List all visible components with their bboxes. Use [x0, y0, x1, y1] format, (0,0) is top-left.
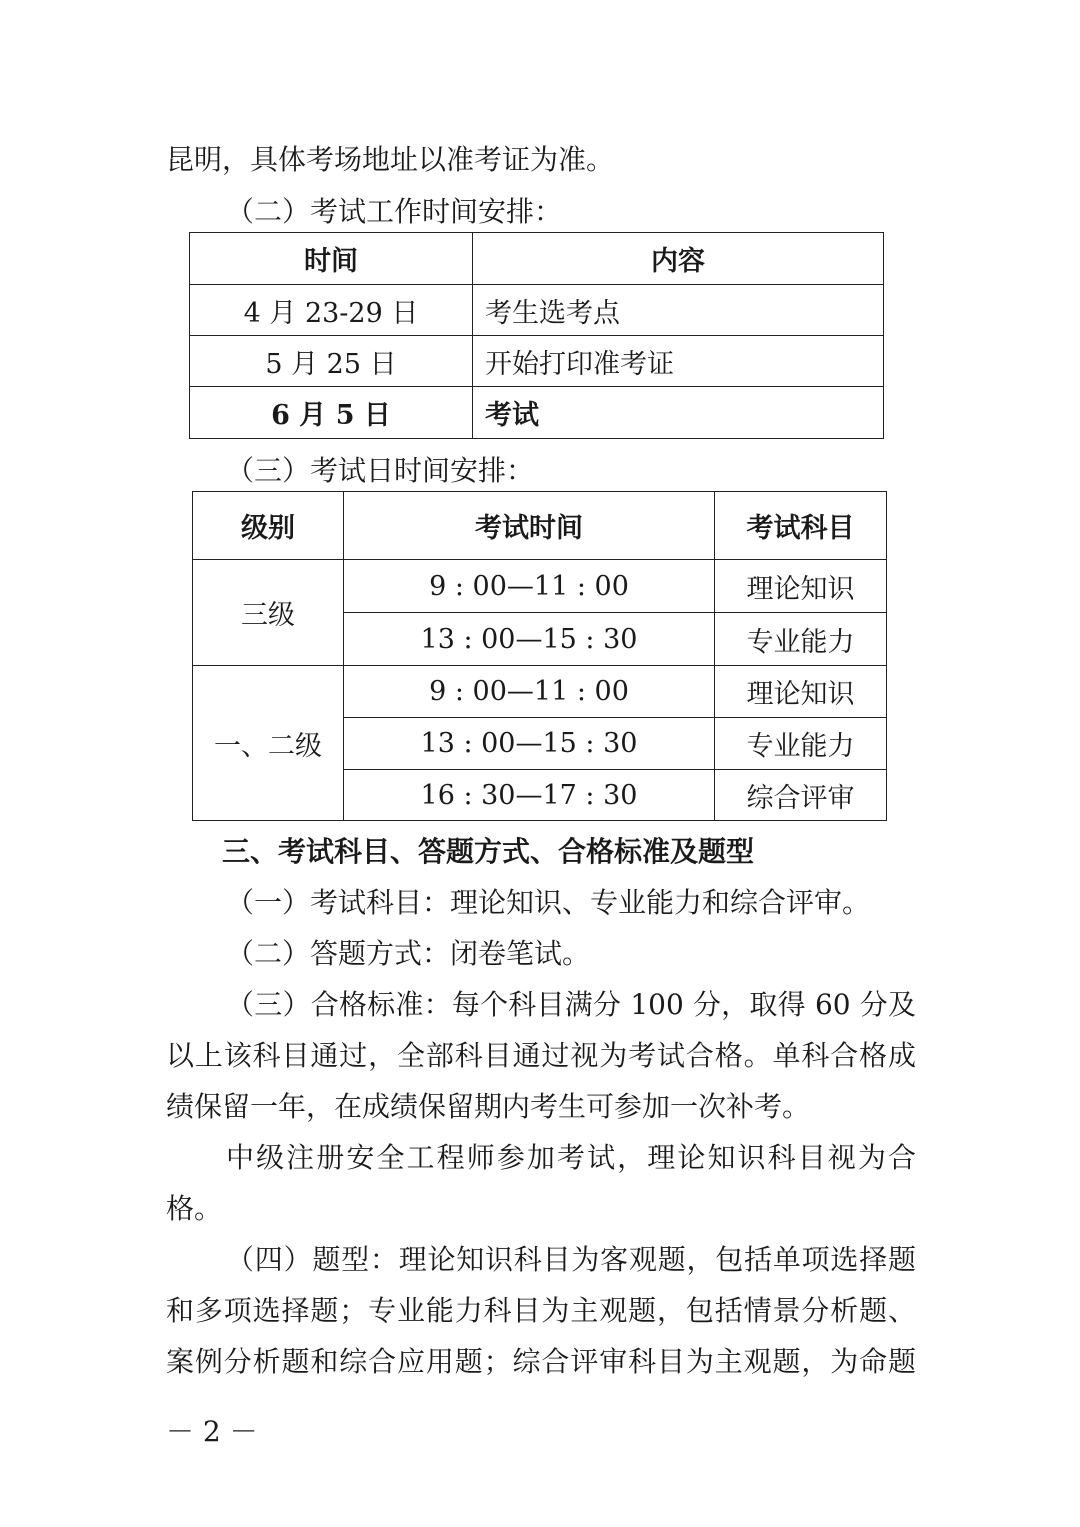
paragraph-text: 和多项选择题；专业能力科目为主观题，包括情景分析题、	[166, 1294, 916, 1327]
level-cell: 三级	[193, 560, 344, 666]
table-cell: 综合评审	[715, 770, 887, 821]
table-header-row	[190, 233, 884, 285]
exam-day-table	[192, 491, 887, 821]
schedule-table	[189, 232, 884, 439]
level-cell: 一、二级	[193, 666, 344, 821]
table-cell: 13 : 00—15 : 30	[344, 613, 715, 666]
table-row	[190, 285, 884, 336]
paragraph-text: 中级注册安全工程师参加考试，理论知识科目视为合	[226, 1141, 916, 1174]
table-cell: 13 : 00—15 : 30	[344, 718, 715, 770]
table-cell: 9 : 00—11 : 00	[344, 560, 715, 613]
paragraph-text: 昆明，具体考场地址以准考证为准。	[166, 143, 615, 176]
paragraph-text: 案例分析题和综合应用题；综合评审科目为主观题，为命题	[166, 1345, 916, 1378]
paragraph-text: 以上该科目通过，全部科目通过视为考试合格。单科合格成	[166, 1039, 916, 1072]
table-cell: 专业能力	[715, 613, 887, 666]
table-cell: 考试	[473, 387, 884, 439]
table-cell: 开始打印准考证	[473, 336, 884, 387]
page-number: － 2 －	[166, 1415, 258, 1448]
section-heading: （三）考试日时间安排：	[226, 454, 535, 487]
table-header-row	[193, 492, 887, 560]
table-cell: 9 : 00—11 : 00	[344, 666, 715, 718]
paragraph-text: （四）题型：理论知识科目为客观题，包括单项选择题	[226, 1243, 916, 1276]
table-cell: 理论知识	[715, 560, 887, 613]
table-row	[193, 560, 887, 613]
table-header: 考试科目	[715, 492, 887, 560]
table-row	[193, 666, 887, 718]
table-cell: 5 月 25 日	[190, 336, 473, 387]
paragraph-text: （三）合格标准：每个科目满分 100 分，取得 60 分及	[226, 988, 916, 1021]
paragraph-text: 格。	[166, 1192, 223, 1225]
section-heading: （二）考试工作时间安排：	[226, 195, 563, 228]
table-header: 考试时间	[344, 492, 715, 560]
table-cell: 6 月 5 日	[190, 387, 473, 439]
table-cell: 16 : 30—17 : 30	[344, 770, 715, 821]
table-header: 内容	[473, 233, 884, 285]
table-header: 时间	[190, 233, 473, 285]
table-cell: 理论知识	[715, 666, 887, 718]
section-heading: 三、考试科目、答题方式、合格标准及题型	[222, 835, 755, 868]
table-row	[190, 336, 884, 387]
table-cell: 专业能力	[715, 718, 887, 770]
paragraph-text: （一）考试科目：理论知识、专业能力和综合评审。	[226, 886, 871, 919]
table-cell: 考生选考点	[473, 285, 884, 336]
paragraph-text: 绩保留一年，在成绩保留期内考生可参加一次补考。	[166, 1090, 811, 1123]
paragraph-text: （二）答题方式：闭卷笔试。	[226, 937, 591, 970]
table-cell: 4 月 23-29 日	[190, 285, 473, 336]
table-row	[190, 387, 884, 439]
table-header: 级别	[193, 492, 344, 560]
